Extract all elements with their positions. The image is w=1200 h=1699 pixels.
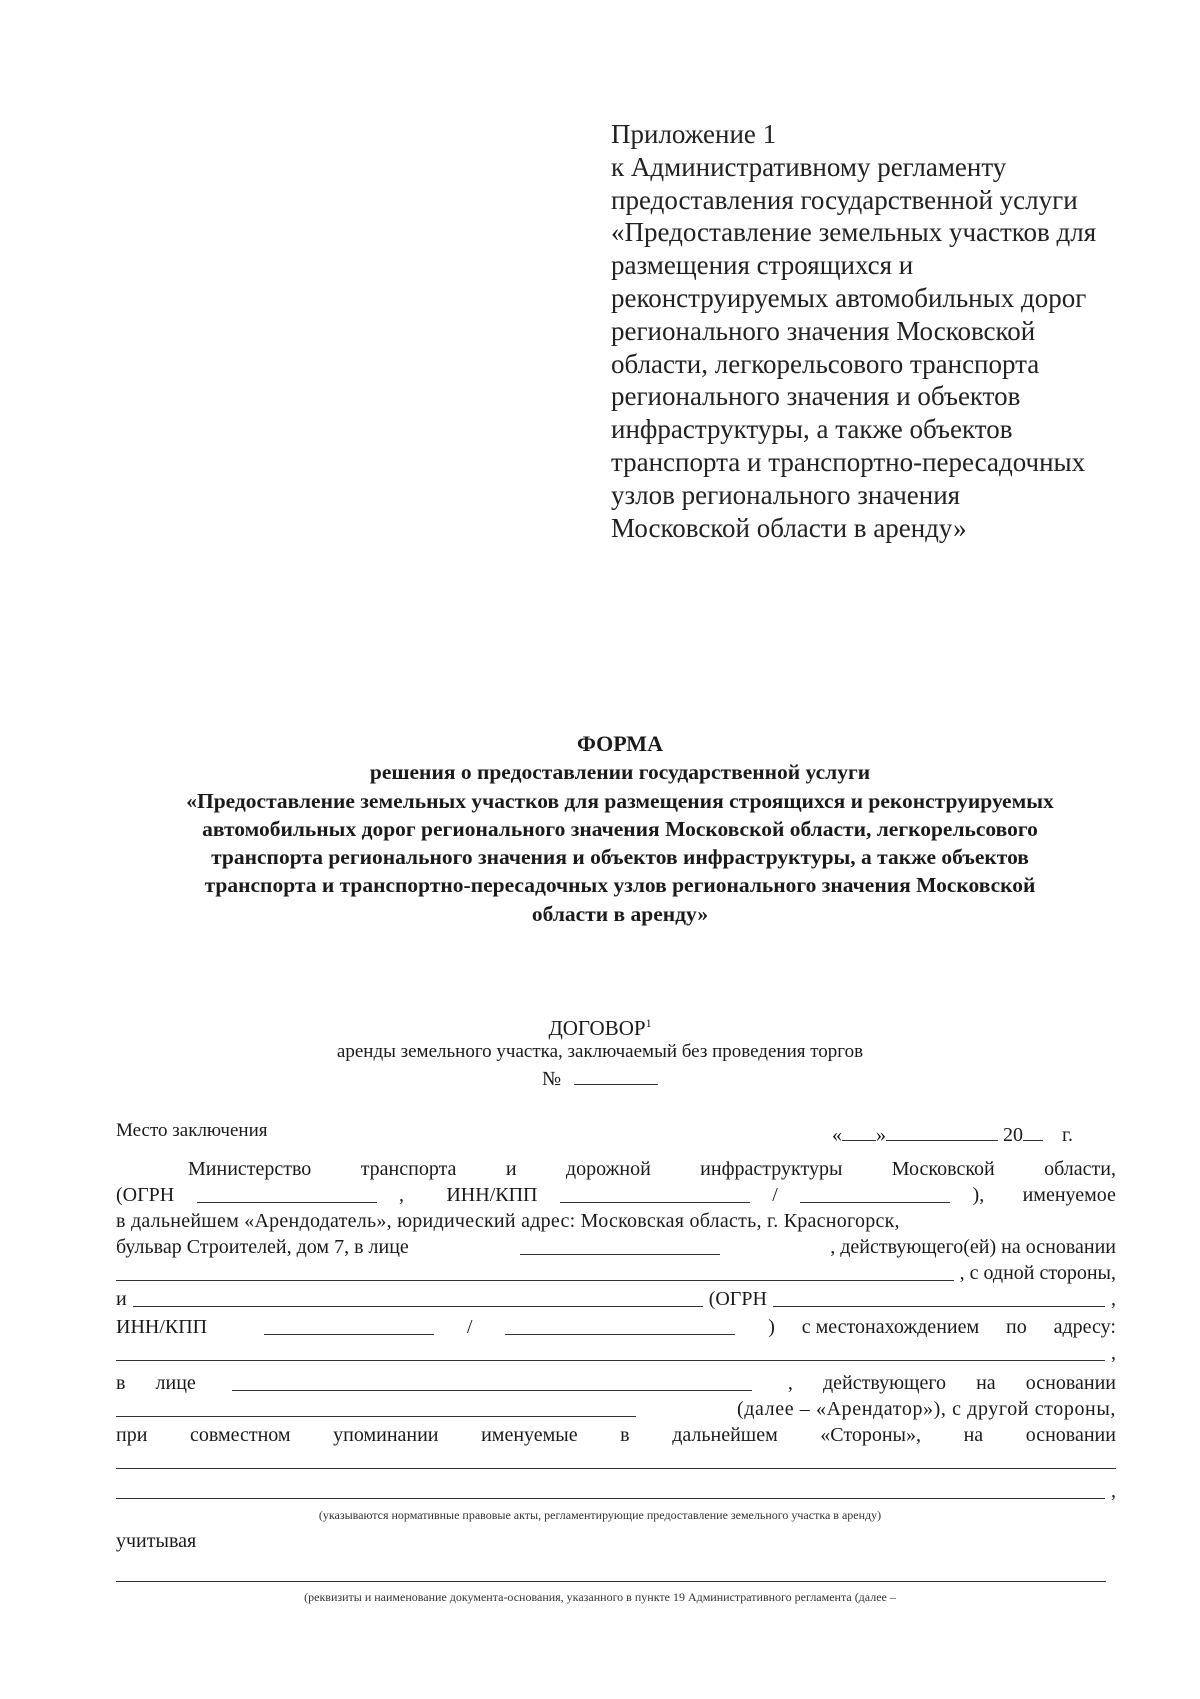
- ogrn-blank: [773, 1305, 1105, 1307]
- word: дорожной: [565, 1158, 651, 1180]
- address-blank: [116, 1359, 1105, 1361]
- ogrn-blank: [197, 1201, 377, 1203]
- word: совместном: [189, 1424, 291, 1446]
- word: дальнейшем: [672, 1424, 778, 1446]
- appendix-line: области, легкорельсового транспорта: [611, 348, 1040, 379]
- basis-blank: [116, 1415, 636, 1417]
- body-line-5: [116, 1260, 1116, 1286]
- appendix-line: размещения строящихся и: [611, 250, 914, 281]
- date-quote-close: »: [876, 1124, 886, 1146]
- body-line-7: [116, 1314, 1116, 1340]
- comma: ,: [1111, 1288, 1116, 1310]
- comma: ,: [398, 1184, 404, 1206]
- word: и: [505, 1158, 517, 1180]
- basis-document-blank: [116, 1581, 1106, 1582]
- inn-blank: [264, 1333, 434, 1335]
- text: основании: [1025, 1372, 1116, 1394]
- text: , действующего(ей) на основании: [830, 1236, 1116, 1258]
- appendix-line: к Административному регламенту: [611, 151, 1007, 182]
- year-blank: [1023, 1139, 1043, 1141]
- legal-acts-blank: [116, 1468, 1116, 1469]
- close-paren: ),: [972, 1184, 985, 1206]
- word: основании: [1025, 1424, 1116, 1446]
- word: транспорта: [360, 1158, 457, 1180]
- word: Московской: [891, 1158, 995, 1180]
- body-line-3: [116, 1208, 1116, 1234]
- day-blank: [842, 1139, 876, 1141]
- body-line-9: [116, 1370, 1116, 1396]
- form-heading-line: транспорта и транспортно-пересадочных узлов регионального значения Московской: [204, 873, 1036, 898]
- text: в дальнейшем «Арендодатель», юридический адрес: Московская область, г. Красногорск,: [116, 1210, 900, 1232]
- comma: ,: [1111, 1480, 1116, 1502]
- appendix-line: предоставления государственной услуги: [611, 184, 1078, 215]
- text: (далее – «Арендатор»), с другой стороны,: [736, 1398, 1116, 1420]
- date-quote-open: «: [832, 1124, 842, 1146]
- considering-label: учитывая: [116, 1530, 197, 1552]
- word: именуемые: [481, 1424, 578, 1446]
- text: на: [976, 1372, 996, 1394]
- rep-blank: [232, 1389, 752, 1391]
- kpp-blank: [800, 1201, 950, 1203]
- body-line-10: [116, 1396, 1116, 1422]
- year-suffix: г.: [1062, 1124, 1073, 1146]
- word: в: [620, 1424, 630, 1446]
- inn-kpp-label: ИНН/КПП: [446, 1184, 538, 1206]
- appendix-line: Московской области в аренду»: [611, 512, 967, 543]
- contract-title-text: ДОГОВОР: [548, 1016, 646, 1040]
- appendix-line: Приложение 1: [611, 119, 777, 149]
- named-word: именуемое: [1022, 1184, 1116, 1206]
- contract-number: [0, 1066, 1200, 1092]
- ogrn-label: (ОГРН: [116, 1184, 175, 1206]
- text: по: [1006, 1316, 1027, 1338]
- text: с местонахождением: [801, 1316, 980, 1338]
- appendix-line: транспорта и транспортно-пересадочных: [611, 446, 1086, 477]
- text: , с одной стороны,: [959, 1262, 1116, 1284]
- form-heading-line: «Предоставление земельных участков для размещения строящихся и реконструируемых: [186, 788, 1054, 813]
- place-label: Место заключения: [116, 1120, 268, 1141]
- body-line-11: [116, 1422, 1116, 1448]
- appendix-line: реконструируемых автомобильных дорог: [611, 282, 1087, 313]
- form-title: ФОРМА: [577, 731, 663, 756]
- text: (ОГРН: [708, 1288, 767, 1310]
- basis-document-note: (реквизиты и наименование документа-основания, указанного в пункте 19 Административного регламента (далее –: [304, 1590, 896, 1604]
- word: Министерство: [188, 1158, 312, 1180]
- word: области,: [1044, 1158, 1116, 1180]
- text: лице: [155, 1372, 196, 1394]
- footnote-mark: 1: [645, 1016, 652, 1030]
- appendix-line: «Предоставление земельных участков для: [611, 217, 1097, 248]
- legal-acts-blank-2: [116, 1497, 1105, 1499]
- comma: ,: [1111, 1342, 1116, 1364]
- month-blank: [886, 1139, 998, 1141]
- number-blank: [574, 1083, 658, 1085]
- contract-subtitle: аренды земельного участка, заключаемый без проведения торгов: [336, 1041, 864, 1062]
- year-prefix: 20: [1003, 1124, 1023, 1146]
- text: в: [116, 1372, 126, 1394]
- word: инфраструктуры: [700, 1158, 843, 1180]
- word: на: [963, 1424, 984, 1446]
- body-line-6: [116, 1286, 1116, 1312]
- text: ИНН/КПП: [116, 1316, 208, 1338]
- comma: ,: [787, 1372, 793, 1394]
- word: при: [116, 1424, 148, 1446]
- text: адресу:: [1053, 1316, 1116, 1338]
- appendix-line: узлов регионального значения: [611, 479, 961, 510]
- body-line-2: [116, 1182, 1116, 1208]
- form-heading-line: транспорта регионального значения и объектов инфраструктуры, а также объектов: [211, 845, 1029, 870]
- appendix-block: [611, 118, 1131, 544]
- legal-acts-note: (указываются нормативные правовые акты, регламентирующие предоставление земельного участка в аренду): [318, 1508, 882, 1522]
- body-line-1: [116, 1156, 1116, 1182]
- body-line-4: [116, 1234, 1116, 1260]
- number-label: №: [541, 1068, 562, 1090]
- body-line-13: [116, 1478, 1116, 1504]
- body-line-8: [116, 1340, 1116, 1366]
- form-heading-line: автомобильных дорог регионального значения Московской области, легкорельсового: [202, 816, 1038, 841]
- date-field: [832, 1124, 1073, 1147]
- word: упоминании: [333, 1424, 439, 1446]
- text: действующего: [822, 1372, 947, 1394]
- text: бульвар Строителей, дом 7, в лице: [116, 1236, 409, 1258]
- appendix-line: регионального значения Московской: [611, 315, 1036, 346]
- form-heading-line: решения о предоставлении государственной услуги: [369, 760, 871, 785]
- tenant-blank: [133, 1305, 703, 1307]
- slash: /: [466, 1316, 473, 1338]
- word: «Стороны»,: [820, 1424, 921, 1446]
- slash: /: [772, 1184, 778, 1206]
- kpp-blank: [505, 1333, 735, 1335]
- inn-blank: [560, 1201, 750, 1203]
- text: ): [768, 1316, 775, 1338]
- appendix-line: регионального значения и объектов: [611, 381, 1021, 412]
- person-blank: [520, 1253, 720, 1255]
- form-heading-line: области в аренду»: [531, 901, 709, 926]
- contract-title: [0, 1010, 1200, 1042]
- text: и: [116, 1288, 127, 1310]
- appendix-line: инфраструктуры, а также объектов: [611, 414, 1013, 445]
- form-heading: [100, 730, 1140, 928]
- basis-blank: [116, 1279, 954, 1281]
